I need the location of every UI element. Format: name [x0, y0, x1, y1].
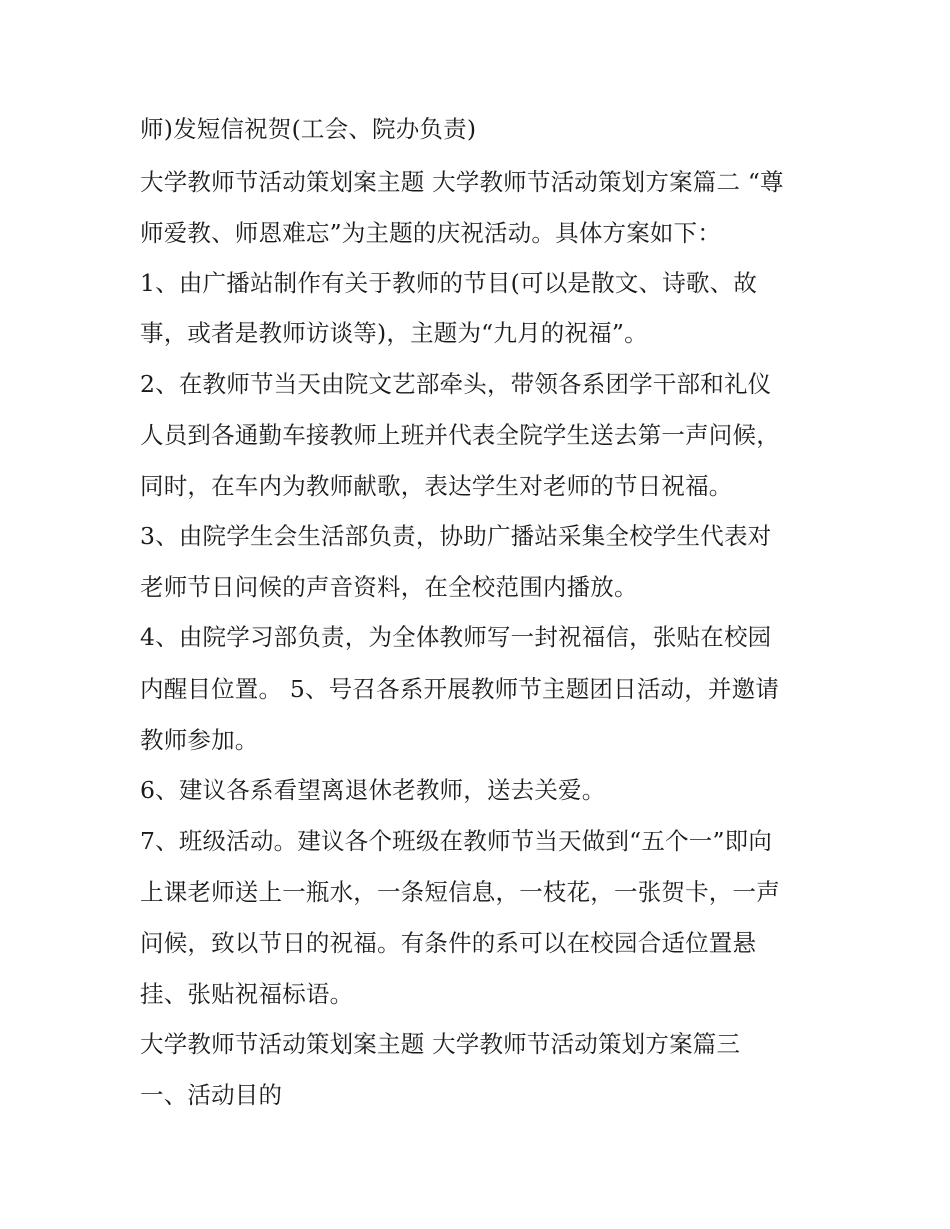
text-line: 老师节日问候的声音资料，在全校范围内播放。	[140, 573, 638, 601]
text-line: 同时，在车内为教师献歌，表达学生对老师的节日祝福。	[140, 472, 733, 500]
text-line: 大学教师节活动策划案主题 大学教师节活动策划方案篇二 “尊	[140, 168, 784, 196]
text-line: 3、由院学生会生活部负责，协助广播站采集全校学生代表对	[140, 522, 772, 550]
text-line: 内醒目位置。 5、号召各系开展教师节主题团日活动，并邀请	[140, 675, 780, 703]
text-line: 1、由广播站制作有关于教师的节目(可以是散文、诗歌、故	[140, 269, 758, 297]
text-line: 上课老师送上一瓶水，一条短信息，一枝花，一张贺卡，一声	[140, 878, 780, 906]
text-line: 问候，致以节日的祝福。有条件的系可以在校园合适位置悬	[140, 929, 757, 957]
text-line: 挂、张贴祝福标语。	[140, 980, 354, 1008]
text-line: 师)发短信祝贺(工会、院办负责)	[140, 115, 477, 143]
text-line: 2、在教师节当天由院文艺部牵头，带领各系团学干部和礼仪	[140, 370, 772, 398]
text-line: 7、班级活动。建议各个班级在教师节当天做到“五个一”即向	[140, 827, 773, 855]
text-line: 4、由院学习部负责，为全体教师写一封祝福信，张贴在校园	[140, 623, 772, 651]
text-line: 事，或者是教师访谈等)，主题为“九月的祝福”。	[140, 319, 648, 347]
text-line: 6、建议各系看望离退休老教师，送去关爱。	[140, 776, 606, 804]
text-line: 人员到各通勤车接教师上班并代表全院学生送去第一声问候，	[140, 421, 780, 449]
text-line: 师爱教、师恩难忘”为主题的庆祝活动。具体方案如下：	[140, 219, 722, 247]
text-line: 一、活动目的	[140, 1081, 283, 1109]
text-line: 大学教师节活动策划案主题 大学教师节活动策划方案篇三	[140, 1030, 741, 1058]
text-line: 教师参加。	[140, 726, 259, 754]
